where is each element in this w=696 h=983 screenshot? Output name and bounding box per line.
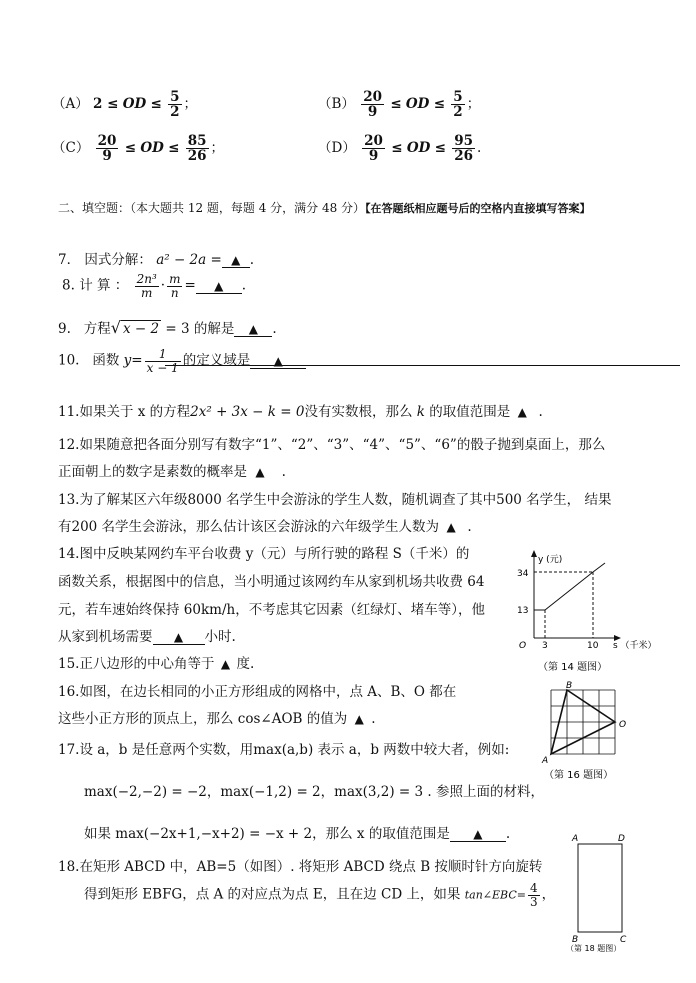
answer-blank: ▲	[220, 657, 231, 671]
figure-18-caption: （第 18 题图）	[566, 944, 622, 952]
question-15: 15.正八边形的中心角等于 ▲ 度.	[58, 656, 255, 672]
option-a: （A） 2 ≤ OD ≤ $\frac{5}{2}$ ；	[52, 89, 198, 121]
question-18-line-2: 得到矩形 EBFG，点 A 的对应点为点 E，且在边 CD 上，如果 tan∠EBC= $\frac{4}{3}$ ，	[84, 881, 556, 909]
fraction: $\frac{\text{2n³}}{m}$	[136, 272, 157, 300]
y-axis-label: y (元)	[538, 555, 563, 565]
question-12-line-1: 12.如果随意把各面分别写有数字“1”、“2”、“3”、“4”、“5”、“6”的骰子抛到桌面上，那么	[58, 437, 606, 453]
question-12-line-2: 正面朝上的数字是素数的概率是 ▲ .	[58, 464, 286, 480]
question-14-line-2: 函数关系，根据图中的信息，当小明通过该网约车从家到机场共收费 64	[58, 574, 485, 590]
y-tick-13: 13	[517, 606, 529, 616]
option-d: （D） $\frac{20}{9}$ ≤ OD ≤ $\frac{95}{26}$ .	[318, 133, 482, 165]
fraction: $\frac{20}{9}$	[364, 133, 383, 165]
x-tick-3: 3	[542, 641, 548, 651]
answer-blank: ▲	[255, 465, 265, 479]
point-b-label: B	[572, 935, 579, 945]
fare-line	[534, 572, 593, 610]
divider-line	[165, 365, 680, 366]
y-tick-34: 34	[517, 569, 529, 579]
fraction: $\frac{m}{n}$	[169, 272, 181, 300]
point-o-label: O	[619, 720, 627, 730]
grid-lines	[551, 690, 615, 754]
fraction: $\frac{85}{26}$	[187, 133, 207, 165]
answer-blank: ▲	[450, 827, 506, 842]
question-9: 9. 方程√ x − 2 = 3 的解是 ▲ .	[58, 318, 277, 337]
question-14-line-1: 14.图中反映某网约车平台收费 y（元）与所行驶的路程 S（千米）的	[58, 546, 470, 562]
question-14-line-4: 从家到机场需要 ▲ 小时.	[58, 629, 236, 645]
answer-blank: ▲	[234, 322, 272, 337]
x-tick-10: 10	[587, 641, 599, 651]
question-14-line-3: 元，若车速始终保持 60km/h，不考虑其它因素（红绿灯、堵车等），他	[58, 602, 485, 618]
x-axis-label: s （千米）	[613, 641, 657, 651]
question-13-line-2: 有200 名学生会游泳，那么估计该区会游泳的六年级学生人数为 ▲ .	[58, 519, 472, 535]
figure-16-caption: （第 16 题图）	[544, 770, 614, 781]
fraction: $\frac{20}{9}$	[97, 133, 117, 165]
answer-blank: ▲	[153, 630, 205, 645]
fraction: $\frac{4}{3}$	[529, 881, 538, 909]
question-16-line-2: 这些小正方形的顶点上，那么 cos∠AOB 的值为 ▲ .	[58, 711, 376, 727]
answer-blank: ▲	[222, 253, 250, 268]
fraction: $\frac{5}{2}$	[453, 89, 463, 121]
fare-line-extension	[593, 563, 605, 572]
question-13-line-1: 13.为了解某区六年级8000 名学生中会游泳的学生人数，随机调查了其中500 名学生， 结果	[58, 492, 612, 508]
question-11: 11.如果关于 x 的方程2x² + 3x − k = 0没有实数根，那么 k 的取值范围是 ▲ .	[58, 404, 543, 420]
question-16-line-1: 16.如图，在边长相同的小正方形组成的网格中，点 A、B、O 都在	[58, 684, 457, 700]
question-17-line-3: 如果 max(−2x+1,−x+2) = −x + 2，那么 x 的取值范围是 ▲ .	[84, 826, 511, 842]
origin-label: O	[519, 641, 527, 651]
answer-blank: ▲	[250, 354, 306, 369]
question-8: 8. 计 算 ： $\frac{\text{2n³}}{m}$ · $\frac{m}{n}$ = ▲ .	[62, 272, 247, 300]
option-b: （B） $\frac{20}{9}$ ≤ OD ≤ $\frac{5}{2}$ ；	[318, 89, 481, 121]
rectangle-abcd	[578, 844, 622, 932]
answer-blank: ▲	[196, 279, 242, 294]
fraction: $\frac{5}{2}$	[170, 89, 180, 121]
answer-blank: ▲	[517, 405, 527, 419]
option-c: （C） $\frac{20}{9}$ ≤ OD ≤ $\frac{85}{26}$ ；	[52, 133, 225, 165]
point-a-label: A	[542, 756, 549, 766]
point-c-label: C	[620, 935, 627, 945]
y-axis-arrow	[531, 550, 537, 557]
point-a-label: A	[572, 834, 579, 844]
figure-14-caption: （第 14 题图）	[538, 662, 608, 673]
section-heading: 二、填空题：（本大题共 12 题，每题 4 分，满分 48 分）【在答题纸相应题号后的空格内直接填写答案】	[58, 201, 591, 215]
question-18-line-1: 18.在矩形 ABCD 中，AB=5（如图）. 将矩形 ABCD 绕点 B 按顺时针方向旋转	[58, 859, 543, 875]
figure-14-graph	[505, 548, 685, 676]
question-10: 10. 函数 y= $\frac{1}{x - 1}$ 的定义域是 ▲	[58, 348, 306, 374]
answer-blank: ▲	[446, 520, 456, 534]
question-17-line-1: 17.设 a，b 是任意两个实数，用max(a,b) 表示 a，b 两数中较大者，例如:	[58, 742, 510, 758]
fraction: $\frac{95}{26}$	[454, 133, 473, 165]
figure-18-rectangle	[560, 830, 640, 952]
answer-blank: ▲	[354, 712, 364, 726]
question-7: 7． 因式分解： a² − 2a = ▲ .	[58, 252, 255, 268]
figure-16-grid	[536, 680, 636, 784]
fraction: $\frac{20}{9}$	[363, 89, 383, 121]
point-d-label: D	[618, 834, 625, 844]
fraction: $\frac{1}{x - 1}$	[146, 347, 179, 375]
question-17-line-2: max(−2,−2) = −2，max(−1,2) = 2，max(3,2) = 3 . 参照上面的材料，	[84, 784, 544, 800]
point-b-label: B	[566, 681, 573, 691]
